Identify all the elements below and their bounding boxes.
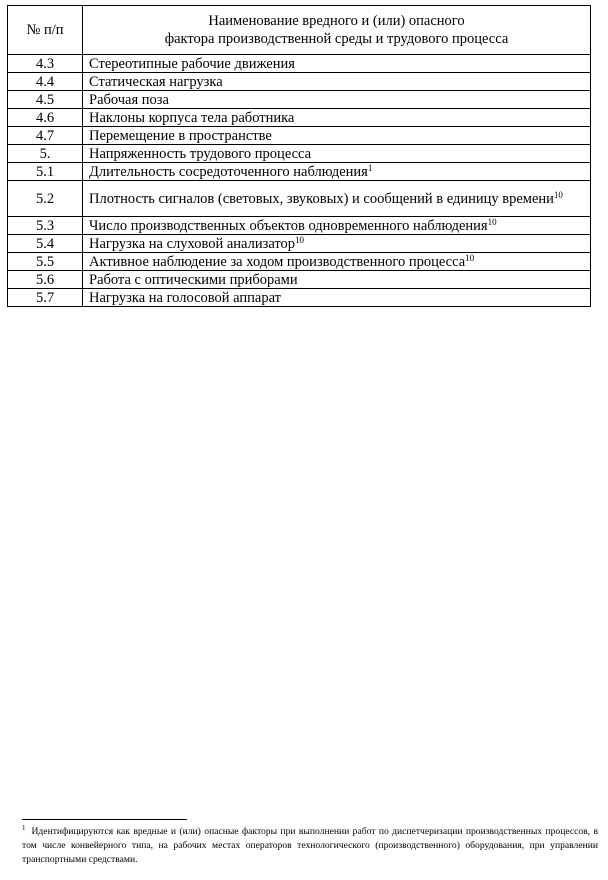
factor-name-text: Напряженность трудового процесса (89, 145, 312, 162)
factor-name-text: Наклоны корпуса тела работника (89, 109, 295, 126)
row-number: 5.7 (8, 289, 83, 307)
factor-name-text: Рабочая поза (89, 91, 169, 108)
footnote-reference: 10 (465, 252, 475, 263)
header-number-label: № п/п (26, 22, 64, 38)
row-number: 4.3 (8, 55, 83, 73)
row-factor-name (83, 181, 591, 217)
table-row (8, 73, 591, 91)
factor-name-text: Плотность сигналов (световых, звуковых) и сообщений в единицу времени (89, 190, 554, 207)
table-body (8, 55, 591, 307)
row-factor-name (83, 235, 591, 253)
table-row (8, 55, 591, 73)
row-factor-name (83, 109, 591, 127)
table-header-row (8, 6, 591, 55)
table-row (8, 289, 591, 307)
row-factor-name (83, 253, 591, 271)
footnote-separator (22, 819, 187, 820)
row-factor-name (83, 73, 591, 91)
row-factor-name (83, 91, 591, 109)
header-number-cell (8, 6, 83, 55)
row-factor-name (83, 127, 591, 145)
table-row (8, 217, 591, 235)
footnote-marker: 1 (22, 824, 26, 832)
row-number: 4.6 (8, 109, 83, 127)
row-number: 5.2 (8, 181, 83, 217)
row-number: 4.7 (8, 127, 83, 145)
table-row (8, 145, 591, 163)
factor-name-text: Нагрузка на голосовой аппарат (89, 289, 282, 306)
table-row (8, 235, 591, 253)
header-name-cell (83, 6, 591, 55)
footnote-reference: 10 (553, 189, 563, 200)
table-row (8, 181, 591, 217)
factor-name-text: Стереотипные рабочие движения (89, 55, 295, 72)
table-row (8, 109, 591, 127)
row-number: 5.1 (8, 163, 83, 181)
footnote-reference: 10 (487, 216, 497, 227)
row-factor-name (83, 217, 591, 235)
row-factor-name (83, 55, 591, 73)
factor-name-text: Нагрузка на слуховой анализатор (89, 235, 296, 252)
factor-name-text: Перемещение в пространстве (89, 127, 272, 144)
row-number: 4.4 (8, 73, 83, 91)
header-name-line1: Наименование вредного и (или) опасного (208, 13, 465, 29)
table-row (8, 163, 591, 181)
hazard-factors-table (7, 5, 591, 307)
row-factor-name (83, 289, 591, 307)
factor-name-text: Работа с оптическими приборами (89, 271, 298, 288)
factor-name-text: Активное наблюдение за ходом производственного процесса (89, 253, 466, 270)
footnote-reference: 10 (295, 234, 305, 245)
factor-name-text: Статическая нагрузка (89, 73, 223, 90)
footnote (22, 825, 598, 867)
table-row (8, 271, 591, 289)
row-number: 5.6 (8, 271, 83, 289)
table-row (8, 253, 591, 271)
row-number: 5. (8, 145, 83, 163)
row-number: 5.5 (8, 253, 83, 271)
footnote-text: Идентифицируются как вредные и (или) опасные факторы при выполнении работ по диспетчеризации производственных процессов, в том числе конвейерного типа, на рабочих местах операторов технологического (производственного) оборудования, при управлении транспортными средствами. (22, 826, 598, 865)
footnote-reference: 1 (367, 162, 373, 173)
factor-name-text: Число производственных объектов одновременного наблюдения (89, 217, 488, 234)
row-factor-name (83, 163, 591, 181)
row-number: 5.3 (8, 217, 83, 235)
row-factor-name (83, 271, 591, 289)
table-row (8, 127, 591, 145)
table-row (8, 91, 591, 109)
header-name-line2: фактора производственной среды и трудового процесса (164, 31, 509, 47)
row-number: 5.4 (8, 235, 83, 253)
row-number: 4.5 (8, 91, 83, 109)
factor-name-text: Длительность сосредоточенного наблюдения (89, 163, 368, 180)
row-factor-name (83, 145, 591, 163)
